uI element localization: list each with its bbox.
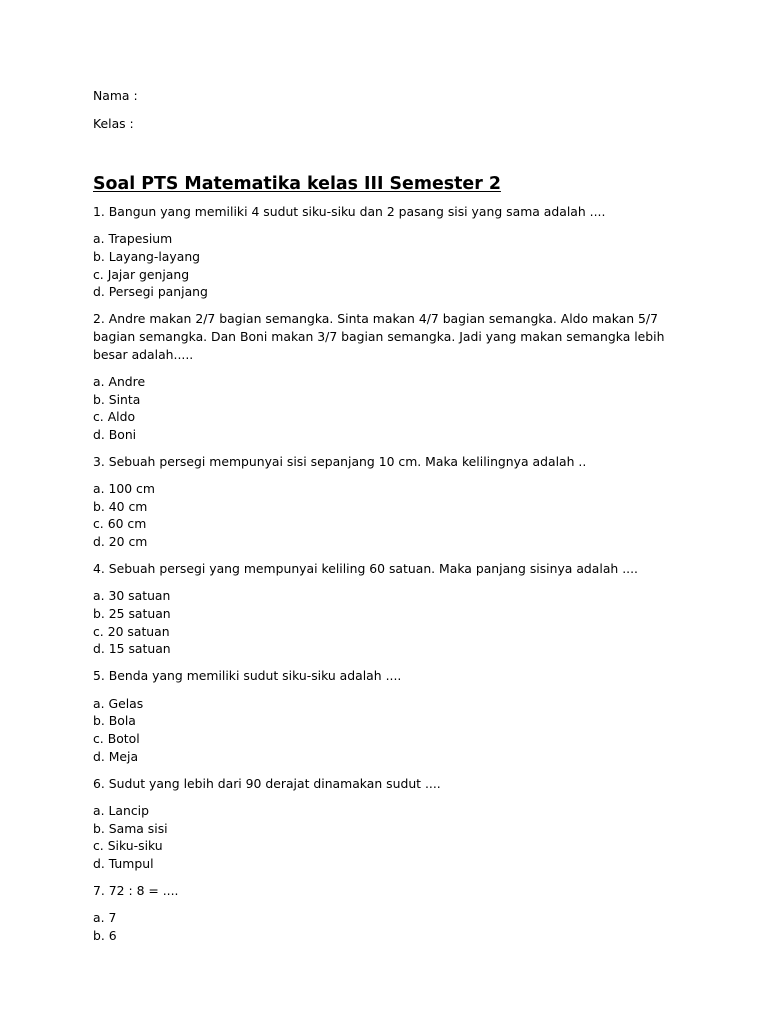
- option-1c: c. Jajar genjang: [93, 266, 190, 282]
- option-3d: d. 20 cm: [93, 533, 148, 549]
- option-2a: a. Andre: [93, 373, 146, 389]
- option-6a: a. Lancip: [93, 802, 149, 818]
- option-3c: c. 60 cm: [93, 516, 147, 532]
- document-content: [93, 87, 693, 944]
- option-4c: c. 20 satuan: [93, 623, 170, 639]
- option-5c: c. Botol: [93, 730, 140, 746]
- question-5-options: [93, 695, 693, 765]
- option-4d: d. 15 satuan: [93, 641, 171, 657]
- option-1a: a. Trapesium: [93, 231, 173, 247]
- question-3-options: [93, 480, 693, 550]
- option-5a: a. Gelas: [93, 695, 144, 711]
- document-title: Soal PTS Matematika kelas III Semester 2: [93, 173, 501, 194]
- option-7a: a. 7: [93, 910, 117, 926]
- question-7-options: [93, 909, 693, 944]
- question-3: 3. Sebuah persegi mempunyai sisi sepanjang 10 cm. Maka kelilingnya adalah ..: [93, 453, 587, 469]
- question-2-options: [93, 373, 693, 443]
- question-6: 6. Sudut yang lebih dari 90 derajat dinamakan sudut ....: [93, 775, 441, 791]
- option-2d: d. Boni: [93, 426, 137, 442]
- option-1b: b. Layang-layang: [93, 249, 201, 265]
- question-7: 7. 72 : 8 = ....: [93, 882, 179, 898]
- question-6-options: [93, 802, 693, 872]
- question-2: 2. Andre makan 2/7 bagian semangka. Sinta makan 4/7 bagian semangka. Aldo makan 5/7 bagian semangka. Dan Boni makan 3/7 bagian semangka. Jadi yang makan semangka lebih besar adalah.....: [93, 311, 665, 362]
- option-7b: b. 6: [93, 927, 117, 943]
- question-1-options: [93, 230, 693, 300]
- option-5b: b. Bola: [93, 713, 136, 729]
- option-6d: d. Tumpul: [93, 855, 154, 871]
- option-6c: c. Siku-siku: [93, 838, 163, 854]
- option-2c: c. Aldo: [93, 409, 136, 425]
- question-4: 4. Sebuah persegi yang mempunyai keliling 60 satuan. Maka panjang sisinya adalah ....: [93, 561, 638, 577]
- question-4-options: [93, 587, 693, 657]
- question-5: 5. Benda yang memiliki sudut siku-siku adalah ....: [93, 668, 402, 684]
- kelas-field-label: Kelas :: [93, 115, 134, 131]
- question-1: 1. Bangun yang memiliki 4 sudut siku-siku dan 2 pasang sisi yang sama adalah ....: [93, 204, 606, 220]
- nama-field-label: Nama :: [93, 88, 138, 103]
- option-2b: b. Sinta: [93, 391, 141, 407]
- option-4b: b. 25 satuan: [93, 606, 171, 622]
- option-3b: b. 40 cm: [93, 498, 148, 514]
- option-6b: b. Sama sisi: [93, 820, 168, 836]
- option-4a: a. 30 satuan: [93, 588, 171, 604]
- option-5d: d. Meja: [93, 748, 139, 764]
- option-3a: a. 100 cm: [93, 481, 155, 497]
- option-1d: d. Persegi panjang: [93, 284, 208, 300]
